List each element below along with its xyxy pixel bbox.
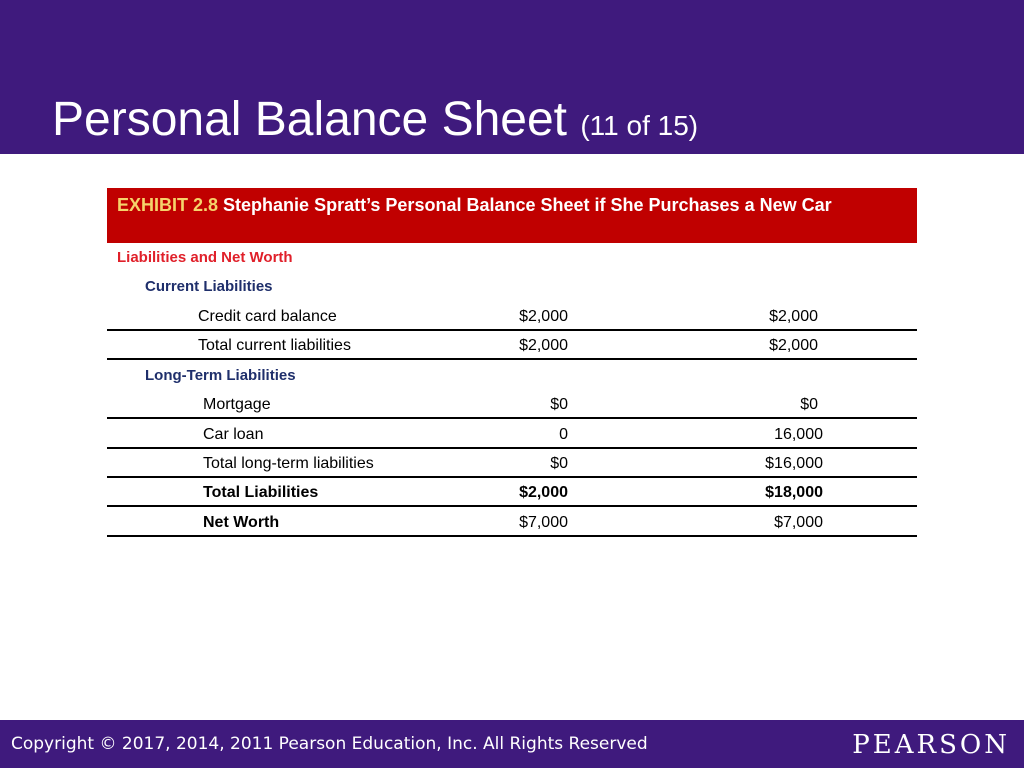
table-row <box>107 420 917 449</box>
total-liabilities-row <box>107 478 917 507</box>
value-new-car: 16,000 <box>774 426 823 443</box>
value-new-car: $0 <box>800 396 818 413</box>
value-current: $0 <box>550 455 568 472</box>
row-label: Total long-term liabilities <box>203 455 374 472</box>
value-new-car: $18,000 <box>765 484 823 501</box>
value-new-car: $16,000 <box>765 455 823 472</box>
section-heading-row <box>107 243 917 272</box>
row-label: Credit card balance <box>198 308 337 325</box>
copyright-text: Copyright © 2017, 2014, 2011 Pearson Education, Inc. All Rights Reserved <box>11 734 648 754</box>
row-label: Total current liabilities <box>198 337 351 354</box>
exhibit-title: Stephanie Spratt’s Personal Balance Sheet if She Purchases a New Car <box>223 195 832 215</box>
value-current: $0 <box>550 396 568 413</box>
exhibit-number: EXHIBIT 2.8 <box>117 195 219 215</box>
row-label: Net Worth <box>203 514 280 531</box>
exhibit-header <box>107 188 917 243</box>
value-current: $2,000 <box>519 484 568 501</box>
slide-title <box>52 92 698 154</box>
net-worth-row <box>107 508 917 537</box>
pearson-logo: PEARSON <box>852 730 1010 760</box>
slide-footer <box>0 720 1024 768</box>
value-current: $7,000 <box>519 514 568 531</box>
table-row <box>107 331 917 360</box>
slide-subtitle: (11 of 15) <box>580 110 699 141</box>
row-label: Mortgage <box>203 396 271 413</box>
section-heading: Liabilities and Net Worth <box>117 249 293 266</box>
value-current: $2,000 <box>519 308 568 325</box>
row-label: Car loan <box>203 426 264 443</box>
value-new-car: $2,000 <box>769 337 818 354</box>
long-term-liabilities-heading: Long-Term Liabilities <box>145 367 296 384</box>
value-new-car: $7,000 <box>774 514 823 531</box>
table-row <box>107 302 917 331</box>
value-current: $2,000 <box>519 337 568 354</box>
value-new-car: $2,000 <box>769 308 818 325</box>
table-row <box>107 390 917 419</box>
table-row <box>107 449 917 478</box>
current-liabilities-heading-row <box>107 272 917 301</box>
value-current: 0 <box>559 426 568 443</box>
row-label: Total Liabilities <box>203 484 319 501</box>
current-liabilities-heading: Current Liabilities <box>145 278 273 295</box>
slide-header <box>0 0 1024 154</box>
long-term-liabilities-heading-row <box>107 361 917 390</box>
slide-title-text: Personal Balance Sheet <box>52 93 568 146</box>
